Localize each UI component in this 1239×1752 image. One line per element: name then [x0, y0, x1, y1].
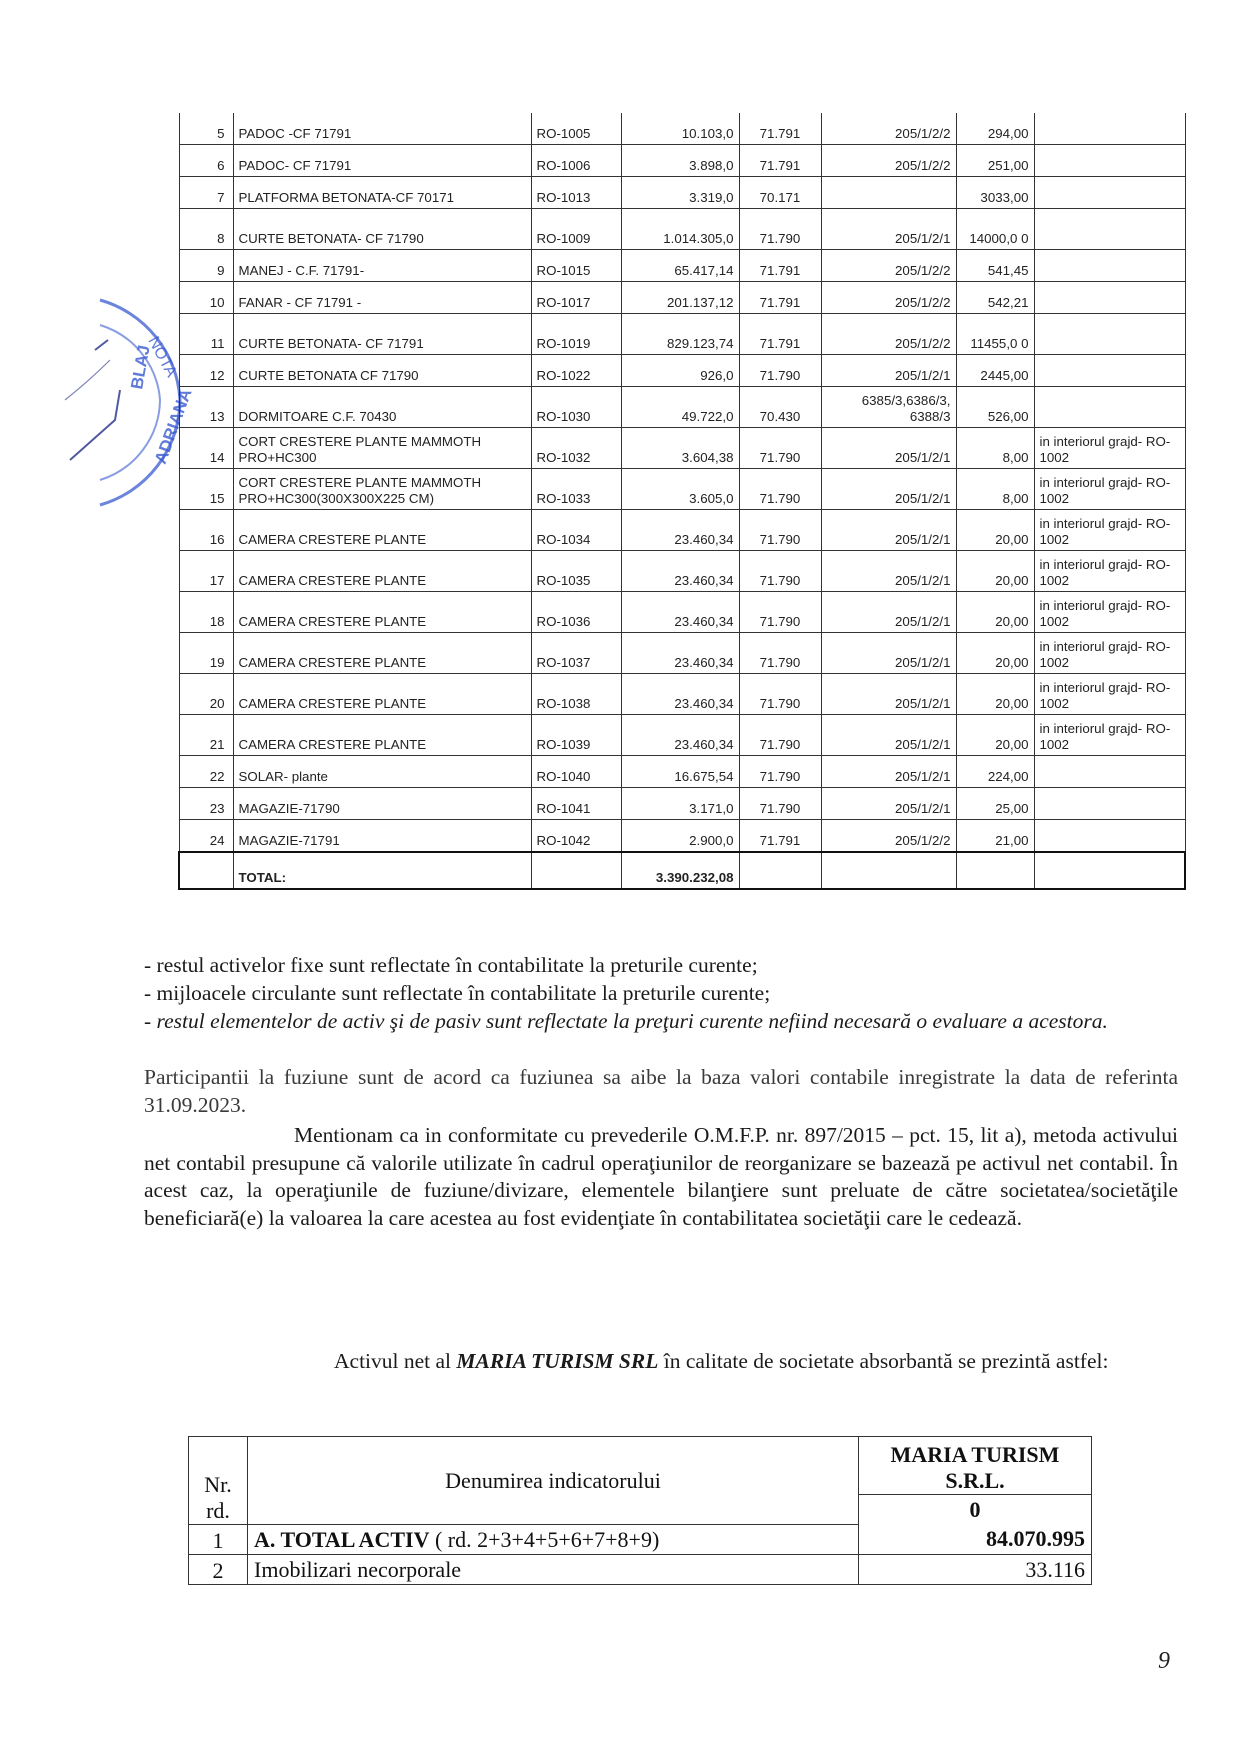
- asset-value: 201.137,12: [621, 282, 739, 314]
- cadastral-parcel: 205/1/2/2: [821, 113, 956, 145]
- area: 21,00: [956, 820, 1034, 853]
- assets-table: [178, 113, 1186, 890]
- total-label: TOTAL:: [233, 852, 531, 889]
- table-row: [179, 314, 1185, 355]
- table-row: [179, 674, 1185, 715]
- area: 294,00: [956, 113, 1034, 145]
- cadastral-parcel: 205/1/2/1: [821, 209, 956, 250]
- asset-value: 10.103,0: [621, 113, 739, 145]
- row-number: 19: [179, 633, 233, 674]
- cadastral-parcel: [821, 177, 956, 209]
- cadastral-parcel: 6385/3,6386/3, 6388/3: [821, 387, 956, 428]
- location-note: [1034, 250, 1185, 282]
- row-number: 18: [179, 592, 233, 633]
- inventory-code: RO-1006: [531, 145, 621, 177]
- row-number: 24: [179, 820, 233, 853]
- cadastral-parcel: 205/1/2/2: [821, 314, 956, 355]
- cadastral-parcel: 205/1/2/1: [821, 633, 956, 674]
- summary-row: 1 A. TOTAL ACTIV ( rd. 2+3+4+5+6+7+8+9) 84.070.995: [189, 1525, 1092, 1555]
- inventory-code: RO-1039: [531, 715, 621, 756]
- area: 11455,0 0: [956, 314, 1034, 355]
- cadastral-parcel: 205/1/2/2: [821, 820, 956, 853]
- inventory-code: RO-1030: [531, 387, 621, 428]
- land-book-number: 71.790: [739, 788, 821, 820]
- location-note: [1034, 145, 1185, 177]
- asset-value: 23.460,34: [621, 674, 739, 715]
- location-note: in interiorul grajd- RO-1002: [1034, 633, 1185, 674]
- inventory-code: RO-1033: [531, 469, 621, 510]
- company-name: MARIA TURISM SRL: [456, 1349, 659, 1373]
- land-book-number: 71.791: [739, 282, 821, 314]
- land-book-number: 71.791: [739, 820, 821, 853]
- svg-text:ADRIANA: ADRIANA: [150, 386, 196, 467]
- land-book-number: 71.791: [739, 314, 821, 355]
- table-row: [179, 756, 1185, 788]
- cadastral-parcel: 205/1/2/1: [821, 510, 956, 551]
- row-number: 22: [179, 756, 233, 788]
- cadastral-parcel: 205/1/2/1: [821, 469, 956, 510]
- asset-value: 23.460,34: [621, 592, 739, 633]
- inventory-code: RO-1009: [531, 209, 621, 250]
- inventory-code: RO-1005: [531, 113, 621, 145]
- row-number: 6: [179, 145, 233, 177]
- inventory-code: RO-1040: [531, 756, 621, 788]
- summary-row: 2 Imobilizari necorporale 33.116: [189, 1555, 1092, 1585]
- location-note: in interiorul grajd- RO-1002: [1034, 715, 1185, 756]
- asset-name: CAMERA CRESTERE PLANTE: [233, 633, 531, 674]
- land-book-number: 71.790: [739, 510, 821, 551]
- area: 3033,00: [956, 177, 1034, 209]
- table-row: [179, 250, 1185, 282]
- area: 20,00: [956, 633, 1034, 674]
- area: 8,00: [956, 469, 1034, 510]
- table-row: [179, 282, 1185, 314]
- location-note: [1034, 113, 1185, 145]
- area: 25,00: [956, 788, 1034, 820]
- header-company: MARIA TURISM S.R.L.: [859, 1437, 1092, 1495]
- land-book-number: 71.790: [739, 633, 821, 674]
- location-note: in interiorul grajd- RO-1002: [1034, 510, 1185, 551]
- asset-value: 16.675,54: [621, 756, 739, 788]
- inventory-code: RO-1013: [531, 177, 621, 209]
- location-note: [1034, 314, 1185, 355]
- land-book-number: 71.790: [739, 592, 821, 633]
- row-number: 17: [179, 551, 233, 592]
- asset-value: 23.460,34: [621, 551, 739, 592]
- cadastral-parcel: 205/1/2/2: [821, 250, 956, 282]
- location-note: in interiorul grajd- RO-1002: [1034, 674, 1185, 715]
- land-book-number: 71.790: [739, 551, 821, 592]
- land-book-number: 71.790: [739, 715, 821, 756]
- table-row: [179, 209, 1185, 250]
- table-row: [179, 592, 1185, 633]
- table-row: [179, 788, 1185, 820]
- land-book-number: 71.791: [739, 145, 821, 177]
- asset-name: SOLAR- plante: [233, 756, 531, 788]
- cadastral-parcel: 205/1/2/1: [821, 428, 956, 469]
- row-number: 13: [179, 387, 233, 428]
- table-row: [179, 145, 1185, 177]
- asset-name: CAMERA CRESTERE PLANTE: [233, 510, 531, 551]
- asset-name: PADOC -CF 71791: [233, 113, 531, 145]
- asset-name: CORT CRESTERE PLANTE MAMMOTH PRO+HC300(300X300X225 CM): [233, 469, 531, 510]
- asset-name: FANAR - CF 71791 -: [233, 282, 531, 314]
- row-number: 8: [179, 209, 233, 250]
- area: 20,00: [956, 674, 1034, 715]
- cadastral-parcel: 205/1/2/1: [821, 674, 956, 715]
- location-note: [1034, 788, 1185, 820]
- inventory-code: RO-1037: [531, 633, 621, 674]
- row-number: 5: [179, 113, 233, 145]
- area: 8,00: [956, 428, 1034, 469]
- asset-name: CORT CRESTERE PLANTE MAMMOTH PRO+HC300: [233, 428, 531, 469]
- land-book-number: 70.171: [739, 177, 821, 209]
- row-number: 12: [179, 355, 233, 387]
- location-note: in interiorul grajd- RO-1002: [1034, 592, 1185, 633]
- asset-name: PLATFORMA BETONATA-CF 70171: [233, 177, 531, 209]
- inventory-code: RO-1032: [531, 428, 621, 469]
- area: 542,21: [956, 282, 1034, 314]
- page-number: 9: [1158, 1648, 1170, 1674]
- asset-value: 3.898,0: [621, 145, 739, 177]
- asset-name: MANEJ - C.F. 71791-: [233, 250, 531, 282]
- total-value: 3.390.232,08: [621, 852, 739, 889]
- row-number: 7: [179, 177, 233, 209]
- table-row: [179, 551, 1185, 592]
- inventory-code: RO-1041: [531, 788, 621, 820]
- header-nr: Nr. rd.: [189, 1437, 248, 1525]
- asset-value: 3.171,0: [621, 788, 739, 820]
- table-row: [179, 820, 1185, 853]
- area: 541,45: [956, 250, 1034, 282]
- cadastral-parcel: 205/1/2/1: [821, 592, 956, 633]
- asset-value: 65.417,14: [621, 250, 739, 282]
- asset-value: 23.460,34: [621, 633, 739, 674]
- row-number: 21: [179, 715, 233, 756]
- land-book-number: 71.790: [739, 209, 821, 250]
- bullet-other-elements: - restul elementelor de activ şi de pasiv sunt reflectate la preţuri curente nefiind necesară o evaluare a acestora.: [144, 1009, 1108, 1033]
- area: 20,00: [956, 510, 1034, 551]
- asset-name: PADOC- CF 71791: [233, 145, 531, 177]
- row-number: 9: [179, 250, 233, 282]
- inventory-code: RO-1042: [531, 820, 621, 853]
- cadastral-parcel: 205/1/2/1: [821, 715, 956, 756]
- asset-value: 2.900,0: [621, 820, 739, 853]
- row-number: 16: [179, 510, 233, 551]
- table-row: [179, 715, 1185, 756]
- table-row: [179, 387, 1185, 428]
- table-row: [179, 428, 1185, 469]
- inventory-code: RO-1015: [531, 250, 621, 282]
- asset-value: 49.722,0: [621, 387, 739, 428]
- asset-value: 3.319,0: [621, 177, 739, 209]
- asset-name: CURTE BETONATA CF 71790: [233, 355, 531, 387]
- asset-name: MAGAZIE-71791: [233, 820, 531, 853]
- svg-text:BLAJ: BLAJ: [127, 343, 154, 391]
- location-note: [1034, 820, 1185, 853]
- location-note: [1034, 177, 1185, 209]
- land-book-number: 71.790: [739, 469, 821, 510]
- net-asset-table: [188, 1436, 1092, 1585]
- asset-name: CAMERA CRESTERE PLANTE: [233, 674, 531, 715]
- header-indicator: Denumirea indicatorului: [248, 1437, 859, 1525]
- cadastral-parcel: 205/1/2/1: [821, 355, 956, 387]
- inventory-code: RO-1038: [531, 674, 621, 715]
- area: 20,00: [956, 715, 1034, 756]
- omfp-paragraph: Mentionam ca in conformitate cu prevederile O.M.F.P. nr. 897/2015 – pct. 15, lit a), metoda activului net contabil presupune că valorile utilizate în cadrul operaţiunilor de reorganizare se bazează pe activul net contabil. În acest caz, la operaţiunile de fuziune/divizare, elementele bilanţiere sunt preluate de către societatea/societăţile beneficiară(e) la valoarea la care acestea au fost evidenţiate în contabilitatea societăţii care le cedează.: [144, 1123, 1178, 1230]
- area: 224,00: [956, 756, 1034, 788]
- asset-name: CURTE BETONATA- CF 71790: [233, 209, 531, 250]
- bullet-current-assets: - mijloacele circulante sunt reflectate în contabilitate la preturile curente;: [144, 981, 771, 1005]
- table-row: [179, 510, 1185, 551]
- inventory-code: RO-1017: [531, 282, 621, 314]
- table-row: [179, 469, 1185, 510]
- asset-value: 829.123,74: [621, 314, 739, 355]
- area: 20,00: [956, 551, 1034, 592]
- table-row: [179, 177, 1185, 209]
- land-book-number: 71.790: [739, 428, 821, 469]
- row-number: 10: [179, 282, 233, 314]
- asset-value: 3.604,38: [621, 428, 739, 469]
- inventory-code: RO-1036: [531, 592, 621, 633]
- land-book-number: 71.790: [739, 756, 821, 788]
- area: 20,00: [956, 592, 1034, 633]
- asset-name: CAMERA CRESTERE PLANTE: [233, 715, 531, 756]
- bullet-fixed-assets: - restul activelor fixe sunt reflectate în contabilitate la preturile curente;: [144, 953, 758, 977]
- row-number: 20: [179, 674, 233, 715]
- land-book-number: 71.791: [739, 250, 821, 282]
- table-row: [179, 633, 1185, 674]
- location-note: in interiorul grajd- RO-1002: [1034, 428, 1185, 469]
- asset-value: 23.460,34: [621, 715, 739, 756]
- inventory-code: RO-1034: [531, 510, 621, 551]
- participants-paragraph: Participantii la fuziune sunt de acord ca fuziunea sa aibe la baza valori contabile inregistrate la data de referinta 31.09.2023.: [144, 1065, 1178, 1117]
- table-row: [179, 113, 1185, 145]
- location-note: [1034, 387, 1185, 428]
- asset-name: DORMITOARE C.F. 70430: [233, 387, 531, 428]
- location-note: [1034, 756, 1185, 788]
- inventory-code: RO-1022: [531, 355, 621, 387]
- location-note: [1034, 282, 1185, 314]
- row-number: 15: [179, 469, 233, 510]
- row-number: 23: [179, 788, 233, 820]
- asset-value: 926,0: [621, 355, 739, 387]
- cadastral-parcel: 205/1/2/2: [821, 145, 956, 177]
- land-book-number: 70.430: [739, 387, 821, 428]
- row-number: 14: [179, 428, 233, 469]
- land-book-number: 71.790: [739, 674, 821, 715]
- land-book-number: 71.791: [739, 113, 821, 145]
- location-note: in interiorul grajd- RO-1002: [1034, 551, 1185, 592]
- table-row: [179, 355, 1185, 387]
- asset-name: CAMERA CRESTERE PLANTE: [233, 551, 531, 592]
- asset-value: 1.014.305,0: [621, 209, 739, 250]
- inventory-code: RO-1035: [531, 551, 621, 592]
- asset-value: 23.460,34: [621, 510, 739, 551]
- cadastral-parcel: 205/1/2/2: [821, 282, 956, 314]
- header-column-index: 0: [859, 1495, 1092, 1525]
- area: 251,00: [956, 145, 1034, 177]
- row-number: 11: [179, 314, 233, 355]
- land-book-number: 71.790: [739, 355, 821, 387]
- area: 526,00: [956, 387, 1034, 428]
- asset-name: MAGAZIE-71790: [233, 788, 531, 820]
- location-note: [1034, 209, 1185, 250]
- cadastral-parcel: 205/1/2/1: [821, 551, 956, 592]
- net-asset-intro: Activul net al MARIA TURISM SRL în calitate de societate absorbantă se prezintă astfel:: [334, 1349, 1109, 1373]
- location-note: [1034, 355, 1185, 387]
- asset-name: CURTE BETONATA- CF 71791: [233, 314, 531, 355]
- location-note: in interiorul grajd- RO-1002: [1034, 469, 1185, 510]
- asset-name: CAMERA CRESTERE PLANTE: [233, 592, 531, 633]
- svg-text:NOTA: NOTA: [144, 333, 180, 381]
- area: 2445,00: [956, 355, 1034, 387]
- cadastral-parcel: 205/1/2/1: [821, 788, 956, 820]
- inventory-code: RO-1019: [531, 314, 621, 355]
- total-row: [179, 852, 1185, 889]
- area: 14000,0 0: [956, 209, 1034, 250]
- cadastral-parcel: 205/1/2/1: [821, 756, 956, 788]
- asset-value: 3.605,0: [621, 469, 739, 510]
